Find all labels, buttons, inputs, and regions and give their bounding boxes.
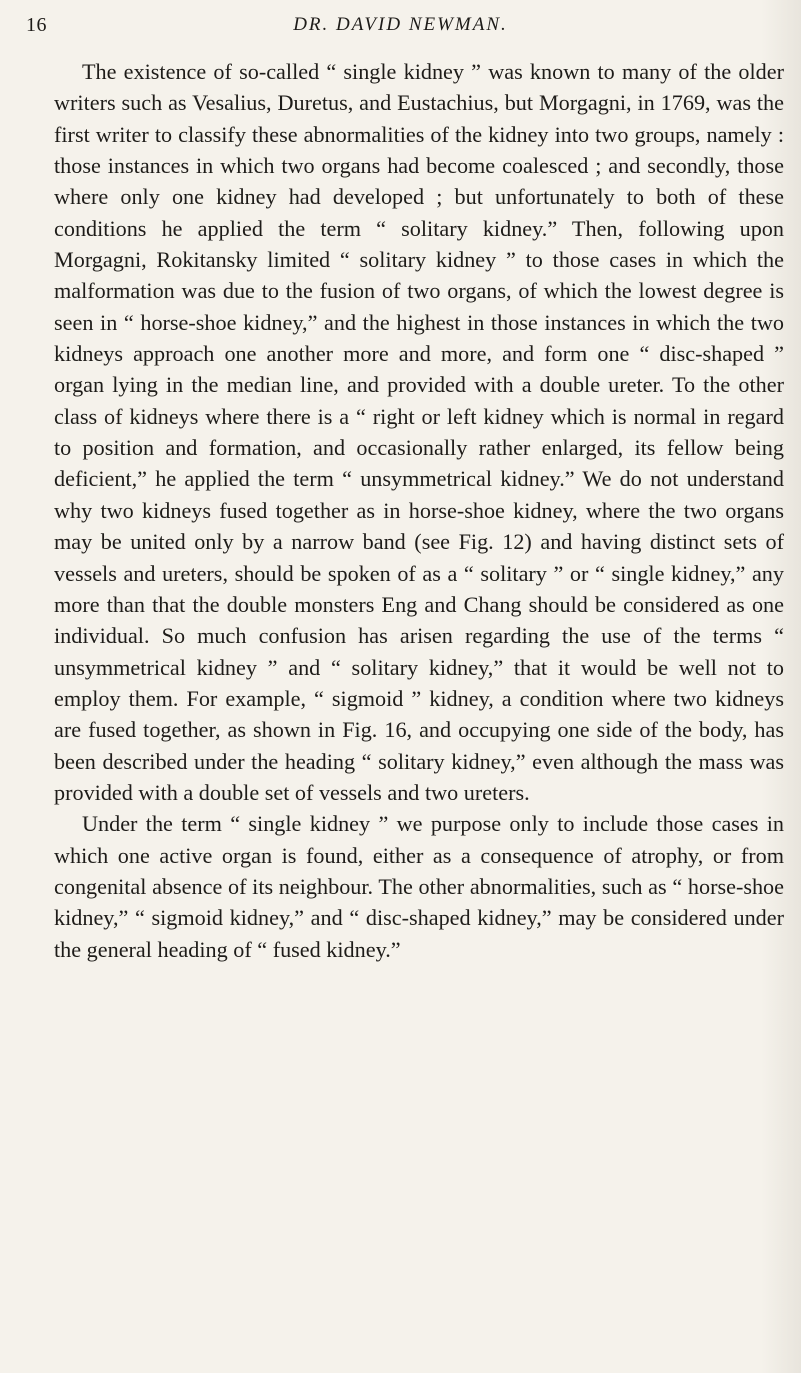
paragraph: Under the term “ single kidney ” we purpose only to include those cases in which one active organ is found, either as a consequence of atrophy, or from congenital absence of its neighbour. The other abnormalities, such as “ horse-shoe kidney,” “ sigmoid kidney,” and “ disc-shaped kidney,” may be considered under the general heading of “ fused kidney.” [54,811,784,962]
page-number: 16 [26,14,47,36]
paragraph: The existence of so-called “ single kidney ” was known to many of the older writers such as Vesalius, Duretus, and Eustachius, but Morgagni, in 1769, was the first writer to classify these abnormalities of the kidney into two groups, namely : those instances in which two organs had become coalesced ; and secondly, those where only one kidney had developed ; but unfortunately to both of these conditions he applied the term “ solitary kidney.” Then, following upon Morgagni, Rokitansky limited “ solitary kidney ” to those cases in which the malformation was due to the fusion of two organs, of which the lowest degree is seen in “ horse-shoe kidney,” and the highest in those instances in which the two kidneys approach one another more and more, and form one “ disc-shaped ” organ lying in the median line, and provided with a double ureter. To the other class of kidneys where there is a “ right or left kidney which is normal in regard to position and formation, and occasionally rather enlarged, its fellow being deficient,” he applied the term “ unsymmetrical kidney.” We do not understand why two kidneys fused together as in horse-shoe kidney, where the two organs may be united only by a narrow band (see Fig. 12) and having distinct sets of vessels and ureters, should be spoken of as a “ solitary ” or “ single kidney,” any more than that the double monsters Eng and Chang should be considered as one individual. So much confusion has arisen regarding the use of the terms “ unsymmetrical kidney ” and “ solitary kidney,” that it would be well not to employ them. For example, “ sigmoid ” kidney, a condition where two kidneys are fused together, as shown in Fig. 16, and occupying one side of the body, has been described under the heading “ solitary kidney,” even although the mass was provided with a double set of vessels and two ureters. [54,59,784,805]
page-header [26,14,775,42]
body-text [54,56,784,965]
running-head: DR. DAVID NEWMAN. [293,14,508,35]
